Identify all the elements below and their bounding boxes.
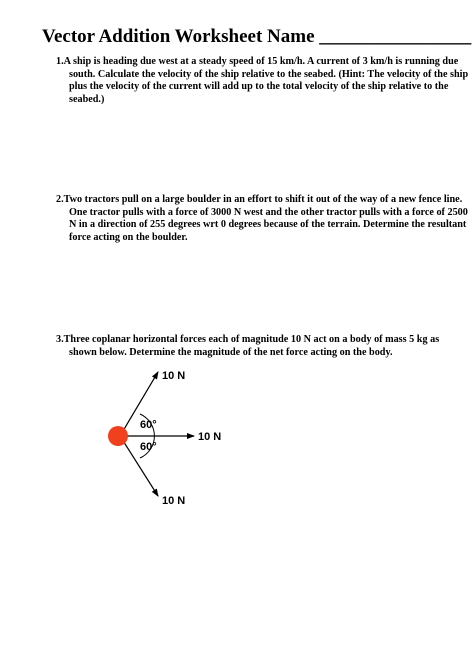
question-3-line-1: 3.Three coplanar horizontal forces each of magnitude 10 N act on a body of mass 5 kg as — [56, 334, 440, 345]
question-3-number: 3. — [56, 334, 64, 345]
question-2-line-3: N in a direction of 255 degrees wrt 0 degrees because of the terrain. Determine the resultant — [69, 219, 467, 231]
force-label-top: 10 N — [162, 370, 186, 382]
question-1 — [56, 56, 469, 106]
question-1-line-1: 1.A ship is heading due west at a steady speed of 15 km/h. A current of 3 km/h is running due — [56, 56, 459, 67]
question-1-line-4: seabed.) — [69, 93, 105, 105]
question-3-line-2: shown below. Determine the magnitude of the net force acting on the body. — [69, 346, 393, 358]
force-label-right: 10 N — [198, 431, 222, 443]
question-2-line-4: force acting on the boulder. — [69, 231, 188, 243]
question-2-line-2: One tractor pulls with a force of 3000 N west and the other tractor pulls with a force of 2500 — [69, 206, 468, 218]
worksheet-title: Vector Addition Worksheet Name ________________ — [42, 26, 472, 47]
angle-label-top: 60° — [140, 419, 157, 431]
question-1-line-3: plus the velocity of the current will add up to the total velocity of the ship relative to the — [69, 81, 449, 93]
question-2-line-1: 2.Two tractors pull on a large boulder in an effort to shift it out of the way of a new fence line. — [56, 194, 463, 205]
force-diagram — [100, 362, 250, 512]
force-label-bottom: 10 N — [162, 495, 186, 507]
question-2-number: 2. — [56, 194, 64, 205]
question-1-line-2: south. Calculate the velocity of the ship relative to the seabed. (Hint: The velocity of the ship — [69, 68, 469, 80]
question-1-number: 1. — [56, 56, 64, 67]
question-3 — [56, 334, 448, 359]
question-2 — [56, 194, 468, 244]
body-mass — [108, 426, 128, 446]
angle-label-bottom: 60° — [140, 441, 157, 453]
